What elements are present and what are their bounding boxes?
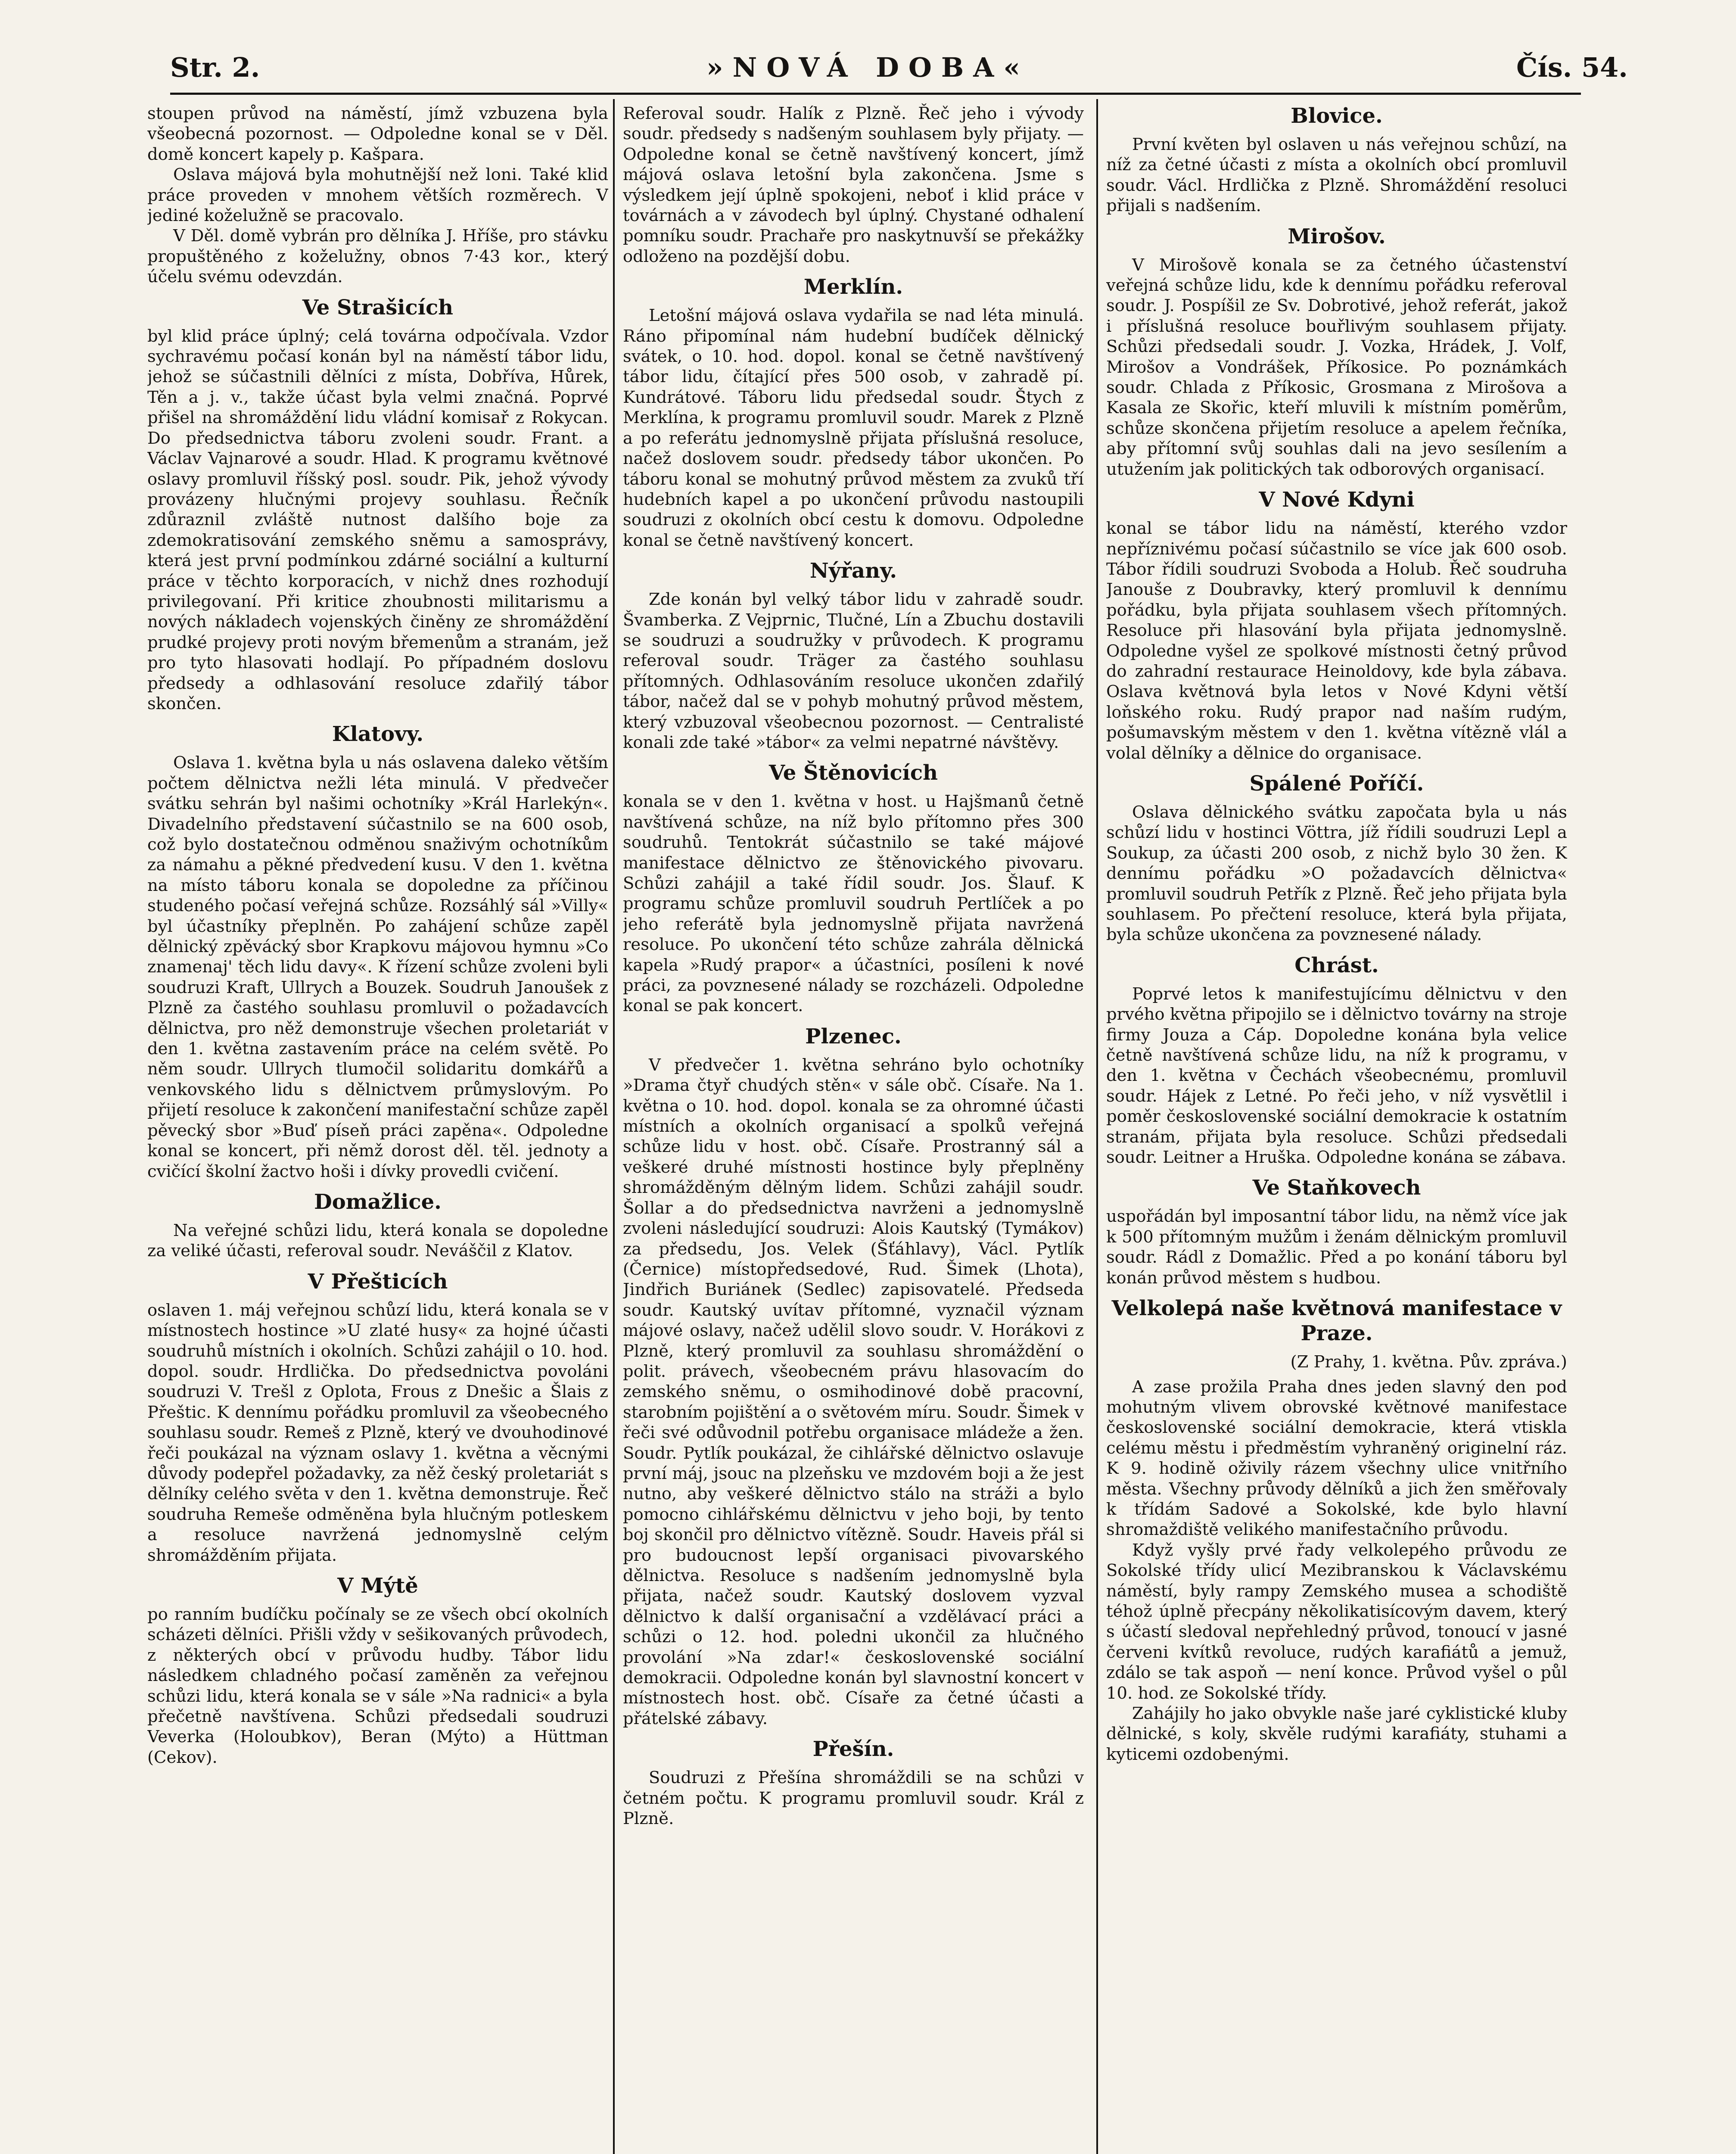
header-rule <box>170 93 1581 95</box>
article-paragraph: První květen byl oslaven u nás veřejnou schůzí, na níž za četné účasti z místa a okolních obcí promluvil soudr. Václ. Hrdlička z Plzně. Shromáždění resoluci přijali s nadšením. <box>1106 135 1567 216</box>
column-3 <box>1106 103 1567 2154</box>
section-heading: Ve Strašicích <box>302 295 454 320</box>
section-heading: Nýřany. <box>809 559 897 583</box>
article-paragraph: konala se v den 1. května v host. u Hajšmanů četně navštívená schůze, na níž bylo přítomno přes 300 soudruhů. Tentokrát súčastnilo se také májové manifestace dělnictvo ze štěnovického pivovaru. Schůzi zahájil a také řídil soudr. Jos. Šlauf. K programu schůze promluvil soudruh Pertlíček a po jeho referátě byla jednomyslně přijata navržená resoluce. Po ukončení této schůze zahrála dělnická kapela »Rudý prapor« a účastníci, posíleni k nové práci, za povznesené nálady se rozcházeli. Odpoledne konal se pak koncert. <box>623 792 1084 1016</box>
section-heading: Mirošov. <box>1288 224 1386 249</box>
article-paragraph: po ranním budíčku počínaly se ze všech obcí okolních scházeti dělníci. Přišli vždy v sešikovaných průvodech, z některých obcí v průvodu hudby. Tábor lidu následkem chladného počasí zaměněn za veřejnou schůzi lidu, která konala se v sále »Na radnici« a byla přečetně navštívena. Schůzi předsedali soudruzi Veverka (Holoubkov), Beran (Mýto) a Hüttman (Cekov). <box>147 1605 608 1767</box>
article-paragraph: oslaven 1. máj veřejnou schůzí lidu, která konala se v místnostech hostince »U zlaté husy« za hojné účasti soudruhů místních i okolních. Schůzi zahájil o 10. hod. dopol. soudr. Hrdlička. Do předsednictva povoláni soudruzi V. Trešl z Oplota, Frous z Dnešic a Šlais z Přeštic. K dennímu pořádku promluvil za všeobecného souhlasu soudr. Remeš z Plzně, který ve dvouhodinové řeči poukázal na význam oslavy 1. května a věcnými důvody podepřel požadavky, za něž český proletariát s dělníky celého světa v den 1. května demonstruje. Řeč soudruha Remeše odměněna byla hlučným potleskem a resoluce navržená jednomyslně celým shromážděním přijata. <box>147 1300 608 1565</box>
article-paragraph: stoupen průvod na náměstí, jímž vzbuzena byla všeobecná pozornost. — Odpoledne konal se v Děl. domě koncert kapely p. Kašpara. <box>147 104 608 164</box>
column-divider-1 <box>613 99 615 2154</box>
article-paragraph: V Mirošově konala se za četného účastenství veřejná schůze lidu, kde k dennímu pořádku referoval soudr. J. Pospíšil ze Sv. Dobrotivé, jehož referát, jakož i příslušná resoluce bouřlivým souhlasem přijaty. Schůzi předsedali soudr. J. Vozka, Hrádek, J. Volf, Mirošov a Vondrášek, Příkosice. Po poznámkách soudr. Chlada z Příkosic, Grosmana z Mirošova a Kasala ze Skořic, kteří mluvili k místním poměrům, schůze skončena přijetím resoluce a apelem řečníka, aby přítomní svůj souhlas dali na jevo sesílením a utužením jak politických tak odborových organisací. <box>1106 255 1567 479</box>
article-paragraph: Zahájily ho jako obvykle naše jaré cyklistické kluby dělnické, s koly, skvěle rudými karafiáty, stuhami a kyticemi ozdobenými. <box>1106 1704 1567 1764</box>
section-heading: V Přešticích <box>308 1269 448 1294</box>
section-heading: Spálené Poříčí. <box>1249 771 1424 796</box>
article-paragraph: V Děl. domě vybrán pro dělníka J. Hříše, pro stávku propuštěného z koželužny, obnos 7·43 kor., který účelu svému odevzdán. <box>147 226 608 287</box>
section-heading: Přešín. <box>812 1737 894 1762</box>
section-heading: Plzenec. <box>805 1024 902 1049</box>
article-paragraph: Oslava 1. května byla u nás oslavena daleko větším počtem dělnictva nežli léta minulá. V předvečer svátku sehrán byl našimi ochotníky »Král Harlekýn«. Divadelního představení súčastnilo se na 600 osob, což bylo dostatečnou odměnou snaživým ochotníkům za námahu a pěkné předvedení kusu. V den 1. května na místo táboru konala se dopoledne za příčinou studeného počasí veřejná schůze. Rozsáhlý sál »Villy« byl účastníky přeplněn. Po zahájení schůze zapěl dělnický zpěvácký sbor Krapkovu májovou hymnu »Co znamenaj' těch lidu davy«. K řízení schůze zvoleni byli soudruzi Kraft, Ullrych a Bouzek. Soudruh Janoušek z Plzně za častého souhlasu promluvil o požadavcích dělnictva, pro něž demonstruje všechen proletariát v den 1. května zastavením práce na celém světě. Po něm soudr. Ullrych tlumočil solidaritu domkářů a venkovského lidu s dělnictvem průmyslovým. Po přijetí resoluce k zakončení manifestační schůze zapěl pěvecký sbor »Buď píseň práci zapěna«. Odpoledne konal se koncert, při němž dorost děl. těl. jednoty a cvičící školní žactvo hoši i dívky provedli cvičení. <box>147 753 608 1181</box>
column-1 <box>147 103 608 2154</box>
section-heading: Ve Staňkovech <box>1252 1176 1421 1200</box>
section-heading: Blovice. <box>1291 104 1383 128</box>
page-header <box>0 0 1736 83</box>
article-paragraph: byl klid práce úplný; celá továrna odpočívala. Vzdor sychravému počasí konán byl na náměstí tábor lidu, jehož se súčastnili dělníci z místa, Dobříva, Hůrek, Těn a j. v., takže účast byla velmi značná. Poprvé přišel na shromáždění lidu vládní komisař z Rokycan. Do předsednictva táboru zvoleni soudr. Frant. a Václav Vajnarové a soudr. Hlad. K programu květnové oslavy promluvil říšský posl. soudr. Pik, jehož vývody provázeny hlučnými projevy souhlasu. Řečník zdůraznil zvláště nutnost dalšího boje za zdemokratisování zemského sněmu a samosprávy, která jest první podmínkou zdárné sociální a kulturní práce v těchto korporacích, v nichž dnes rozhodují privilegovaní. Při kritice zhoubnosti militarismu a nových nákladech vojenských činěny ze shromáždění prudké projevy proti novým břemenům a stranám, jež pro tyto hlasovati hodlají. Po případném doslovu předsedy a odhlasování resoluce zdařilý tábor skončen. <box>147 326 608 713</box>
section-heading: V Mýtě <box>337 1574 418 1598</box>
article-paragraph: Oslava dělnického svátku započata byla u nás schůzí lidu v hostinci Vöttra, jíž řídili soudruzi Lepl a Soukup, za účasti 200 osob, z nichž bylo 30 žen. K dennímu pořádku »O požadavcích dělnictva« promluvil soudruh Petřík z Plzně. Řeč jeho přijata byla souhlasem. Po přečtení resoluce, která byla přijata, byla schůze ukončena za povznesené nálady. <box>1106 802 1567 945</box>
dateline: (Z Prahy, 1. května. Pův. zpráva.) <box>1290 1352 1567 1372</box>
article-paragraph: Když vyšly prvé řady velkolepého průvodu ze Sokolské třídy ulicí Mezibranskou k Václavskému náměstí, byly rampy Zemského musea a schodiště téhož úplně přecpány několikatisícovým davem, který s účastí sledoval nepřehledný průvod, tonoucí v jasné červeni kvítků revoluce, rudých karafiátů a jemuž, zdálo se tak aspoň — není konce. Průvod vyšel o půl 10. hod. ze Sokolské třídy. <box>1106 1540 1567 1703</box>
newspaper-title: »NOVÁ DOBA« <box>706 52 1030 83</box>
section-heading: V Nové Kdyni <box>1259 488 1415 512</box>
article-paragraph: A zase prožila Praha dnes jeden slavný den pod mohutným vlivem obrovské květnové manifestace československé sociální demokracie, která vtiskla celému městu i předměstím vyhraněný originelní ráz. K 9. hodině oživily rázem všechny ulice vnitřního města. Všechny průvody dělníků a jich žen směřovaly k třídám Sadové a Sokolské, kde bylo hlavní shromaždiště velikého manifestačního průvodu. <box>1106 1377 1567 1540</box>
section-heading: Domažlice. <box>314 1189 442 1214</box>
article-paragraph: Oslava májová byla mohutnější než loni. Také klid práce proveden v mnohem větších rozměrech. V jediné koželužně se pracovalo. <box>147 165 608 226</box>
column-2 <box>623 103 1084 2154</box>
issue-number: Čís. 54. <box>1516 52 1628 83</box>
article-paragraph: V předvečer 1. května sehráno bylo ochotníky »Drama čtyř chudých stěn« v sále obč. Císaře. Na 1. května o 10. hod. dopol. konala se za ohromné účasti místních a okolních organisací a spolků veřejná schůze lidu v host. obč. Císaře. Prostranný sál a veškeré druhé místnosti hostince byly přeplněny shromážděným dělným lidem. Schůzi zahájil soudr. Šollar a do předsednictva navrženi a jednomyslně zvoleni následující soudruzi: Alois Kautský (Tymákov) za předsedu, Jos. Velek (Šťáhlavy), Václ. Pytlík (Černice) místopředsedové, Rud. Šimek (Lhota), Jindřich Buriánek (Sedlec) zapisovatelé. Předseda soudr. Kautský uvítav přítomné, vyznačil význam májové oslavy, načež udělil slovo soudr. V. Horákovi z Plzně, který promluvil za souhlasu shromáždění o polit. právech, všeobecném právu hlasovacím do zemského sněmu, o osmihodinové době pracovní, starobním pojištění a o světovém míru. Soudr. Šimek v řeči své odůvodnil potřebu organisace mládeže a žen. Soudr. Pytlík poukázal, že cihlářské dělnictvo oslavuje první máj, jsouc na plzeňsku ve mzdovém boji a že jest nutno, aby veškeré dělnictvo stálo na stráži a bylo pomocno cihlářskému dělnictvu v jeho boji, by tento boj skončil pro dělnictvo vítězně. Soudr. Haveis přál si pro budoucnost lepší organisaci pivovarského dělnictva. Resoluce s nadšením jednomyslně byla přijata, načež soudr. Kautský doslovem vyzval dělnictvo k další organisační a vzdělávací práci a schůzi o 12. hod. poledni ukončil za hlučného provolání »Na zdar!« československé sociální demokracii. Odpoledne konán byl slavnostní koncert v místnostech host. obč. Císaře za četné účasti a přátelské zábavy. <box>623 1055 1084 1728</box>
article-paragraph: Soudruzi z Přešína shromáždili se na schůzi v četném počtu. K programu promluvil soudr. Král z Plzně. <box>623 1768 1084 1829</box>
section-heading: Klatovy. <box>332 722 424 747</box>
article-paragraph: Poprvé letos k manifestujícímu dělnictvu v den prvého května připojilo se i dělnictvo továrny na stroje firmy Jouza a Cáp. Dopoledne konána byla velice četně navštívená schůze lidu, na níž k programu, v den 1. května v Čechách všeobecnému, promluvil soudr. Hájek z Letné. Po řeči jeho, v níž vysvětlil i poměr československé sociální demokracie k ostatním stranám, přijata byla resoluce. Schůzi předsedali soudr. Leitner a Hruška. Odpoledne konána se zábava. <box>1106 984 1567 1167</box>
page-number: Str. 2. <box>170 52 260 83</box>
article-paragraph: Na veřejné schůzi lidu, která konala se dopoledne za veliké účasti, referoval soudr. Neváščil z Klatov. <box>147 1220 608 1261</box>
article-paragraph: konal se tábor lidu na náměstí, kterého vzdor nepříznivému počasí súčastnilo se více jak 600 osob. Tábor řídili soudruzi Svoboda a Holub. Řeč soudruha Janouše z Doubravky, který promluvil k dennímu pořádku, byla přijata souhlasem všech přítomných. Resoluce při hlasování byla přijata jednomyslně. Odpoledne vyšel ze spolkové místnosti četný průvod do zahradní restaurace Heinoldovy, kde byla zábava. Oslava květnová byla letos v Nové Kdyni větší loňského roku. Rudý prapor nad naším rudým, pošumavským městem v den 1. května vítězně vlál a volal dělníky a dělnice do organisace. <box>1106 519 1567 763</box>
article-paragraph: uspořádán byl imposantní tábor lidu, na němž více jak k 500 přítomným mužům i ženám dělnickým promluvil soudr. Rádl z Domažlic. Před a po konání táboru byl konán průvod městem s hudbou. <box>1106 1207 1567 1288</box>
section-heading: Merklín. <box>803 275 903 299</box>
section-heading: Ve Štěnovicích <box>768 761 938 785</box>
article-paragraph: Letošní májová oslava vydařila se nad léta minulá. Ráno připomínal nám hudební budíček dělnický svátek, o 10. hod. dopol. konal se četně navštívený tábor lidu, čítající přes 500 osob, v zahradě pí. Kundrátové. Táboru lidu předsedal soudr. Štych z Merklína, k programu promluvil soudr. Marek z Plzně a po referátu jednomyslně přijata příslušná resoluce, načež doslovem soudr. předsedy tábor ukončen. Po táboru konal se mohutný průvod městem za zvuků tří hudebních kapel a po ukončení průvodu nastoupili soudruzi z okolních obcí cestu k domovu. Odpoledne konal se četně navštívený koncert. <box>623 306 1084 550</box>
article-paragraph: Zde konán byl velký tábor lidu v zahradě soudr. Švamberka. Z Vejprnic, Tlučné, Lín a Zbuchu dostavili se soudruzi a soudružky v průvodech. K programu referoval soudr. Träger za častého souhlasu přítomných. Odhlasováním resoluce ukončen zdařilý tábor, načež dal se v pohyb mohutný průvod městem, který vzbuzoval všeobecnou pozornost. — Centralisté konali zde také »tábor« za velmi nepatrné návštěvy. <box>623 590 1084 752</box>
column-divider-2 <box>1096 99 1098 2154</box>
article-paragraph: Referoval soudr. Halík z Plzně. Řeč jeho i vývody soudr. předsedy s nadšeným souhlasem byly přijaty. — Odpoledne konal se četně navštívený koncert, jímž májová oslava letošní byla zakončena. Jsme s výsledkem její úplně spokojeni, neboť i klid práce v továrnách a v závodech byl úplný. Chystané odhalení pomníku soudr. Prachaře pro naskytnuvší se překážky odloženo na pozdější dobu. <box>623 104 1084 266</box>
section-heading: Chrást. <box>1294 953 1379 977</box>
section-heading: Velkolepá naše květnová manifestace v Praze. <box>1111 1296 1562 1346</box>
